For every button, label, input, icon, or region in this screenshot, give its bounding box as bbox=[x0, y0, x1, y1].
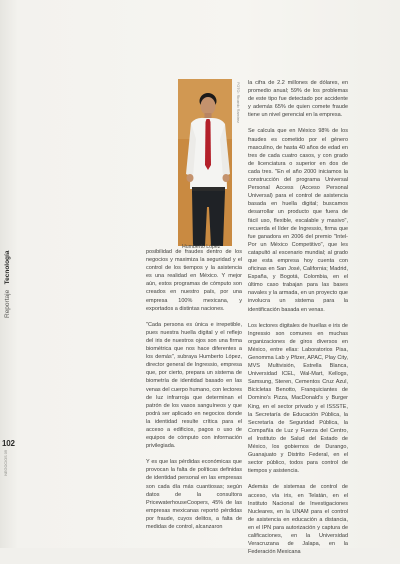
man-portrait-illustration bbox=[178, 79, 232, 246]
paragraph: la cifra de 2.2 millones de dólares, en promedio anual; 59% de los problemas de este tipo fue detectado por accidente y además 65% de quien comete fraude tiene un nivel gerencial en la empresa. bbox=[248, 80, 348, 119]
portrait-photo bbox=[178, 79, 232, 246]
sidebar bbox=[0, 0, 18, 548]
photo-caption: Humberto López bbox=[182, 244, 221, 250]
paragraph: "Cada persona es única e irrepetible, pues nuestra huella digital y el reflejo del iris de nuestros ojos son una firma biométrica que nos hace diferentes a los demás", subraya Humberto López, director general de Ingressio, empresa que, por cierto, prepara un sistema de biometría de identidad basado en las venas del cuerpo humano, con lectores de luz infrarroja que determinan el patrón de los vasos sanguíneos y que podrá ser aplicado en negocios donde la identidad resulte crítica para el acceso a edificios, pagos o uso de equipos de cómputo con información privilegiada. bbox=[146, 321, 243, 450]
photo-credit: FOTO: Ricardo Ramírez bbox=[236, 82, 240, 124]
page-number: 102 bbox=[2, 439, 15, 448]
paragraph: posibilidad de fraudes dentro de los negocios y maximiza la seguridad y el control de los tiempos y la asistencia es una realidad en México. Y mejor aún, estos programas de cómputo son creados en nuestro país, por una empresa 100% mexicana, y exportados a distintas naciones. bbox=[146, 249, 242, 312]
paragraph: Se calcula que en México 98% de los fraudes es cometido por el género masculino, de hasta 40 años de edad en tres de cada cuatro casos, y con grado de licenciatura o superior en dos de cada tres. "En el año 2000 iniciamos la construcción del programa Universal Personal Access (Acceso Personal Universal) para el control de asistencia basada en huella digital; buscamos desarrollar un producto que fuera de fácil uso, flexible, escalable y masivo", recuerda el líder de Ingressio, firma que fue ganadora en 2006 del premio "Intel-Por un México Competitivo", que les catapultó al escenario mundial; al grado que esta empresa hoy cuenta con oficinas en San José, California; Madrid, España, y Bogotá, Colombia, en el último caso trabajan para las bases navales y la armada, en un proyecto que involucra un sistema para la identificación basada en venas. bbox=[248, 128, 348, 313]
magazine-reference: NEGOCIOS 09 bbox=[4, 450, 8, 476]
paragraph: Y es que las pérdidas económicas que provocan la falta de políticas definidas de identidad personal en las empresas son cada día más cuantiosas; según datos de la consultora PricewaterhouseCoopers, 45% de las empresas mexicanas reportó pérdidas por fraude, cuyos delitos, a falta de medidas de control, alcanzaron bbox=[146, 459, 242, 530]
article-column-right bbox=[248, 79, 348, 564]
paragraph: Además de sistemas de control de acceso, vía iris, en Telatán, en el Instituto Nacional de Investigaciones Nucleares, en la UNAM para el control de asistencia en educación a distancia, en el IPN para autorización y captura de calificaciones, en la Universidad Veracruzana de Jalapa, en la Federación Mexicana bbox=[248, 484, 348, 556]
section-label bbox=[4, 250, 11, 318]
article-column-left bbox=[146, 248, 242, 539]
section-label-light: Reportaje bbox=[4, 289, 11, 318]
section-label-bold: Tecnología bbox=[4, 250, 11, 285]
paragraph: Los lectores digitales de huellas e iris de Ingressio son comunes en muchas organizaciones de giros diversos en México, entre ellas: Laboratorios Pisa, Genomma Lab y Pfizer, APAC, Play City, MVS Multivisión, Estrella Blanca, Universidad ICEL, Wal-Mart, Kellogs, Samsung, Steren, Cementos Cruz Azul, Bicicletas Benotto, Franquiciantes de Domino's Pizza, MacDonald's y Burger King, en el sector privado y el ISSSTE, la Secretaría de Educación Pública, la Secretaría de Seguridad Pública, la Compañía de Luz y Fuerza del Centro, el Instituto de Salud del Estado de México, los gobiernos de Durango, Guanajuato y Distrito Federal, en el sector público, todos para control de tiempos y asistencia. bbox=[248, 322, 348, 475]
